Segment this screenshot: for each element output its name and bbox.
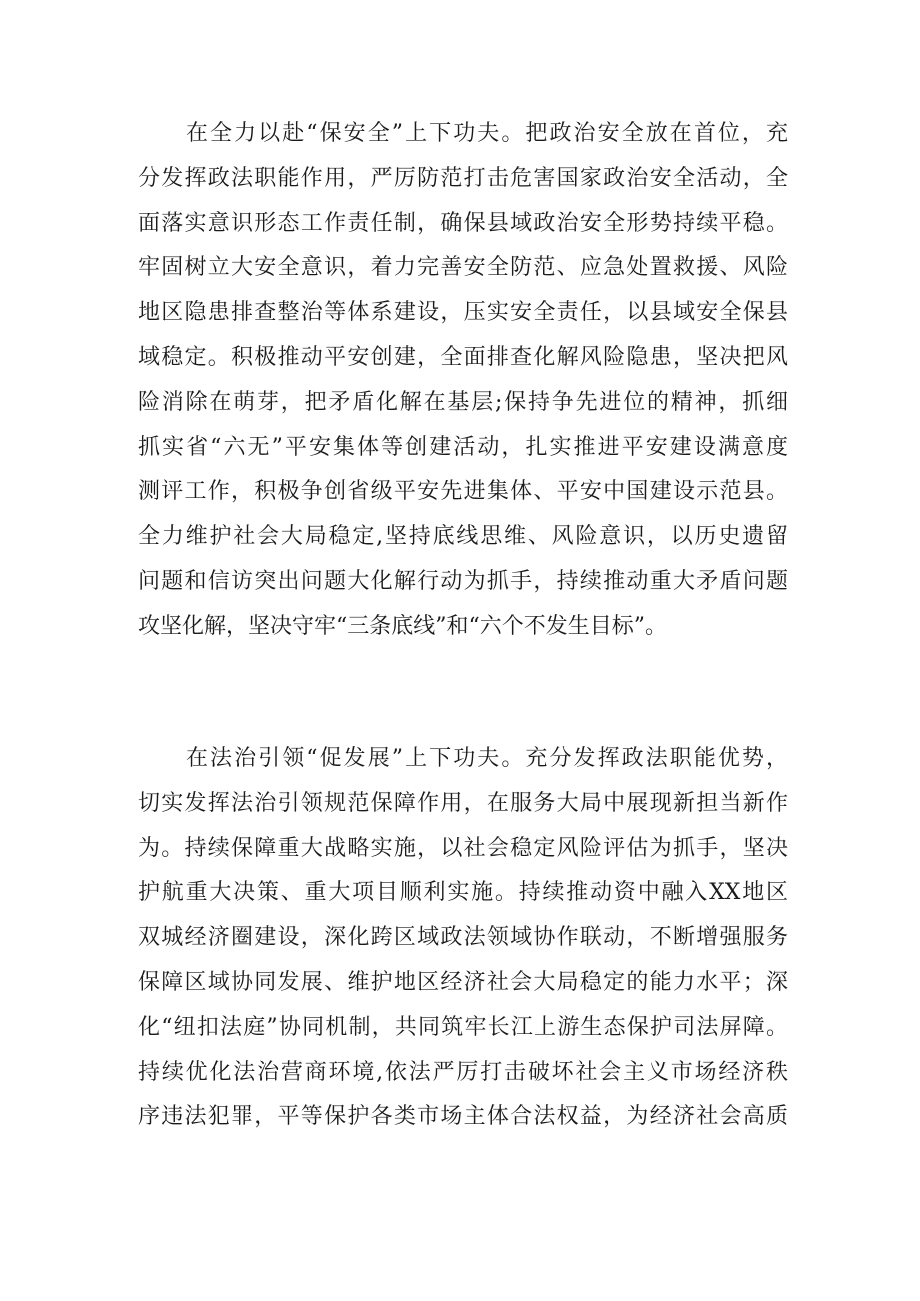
paragraph-line: 险消除在萌芽，把矛盾化解在基层;保持争先进位的精神，抓细 [138, 389, 788, 415]
paragraph-line: 分发挥政法职能作用，严厉防范打击危害国家政治安全活动，全 [138, 165, 788, 191]
paragraph-line: 序违法犯罪，平等保护各类市场主体合法权益，为经济社会高质 [138, 1104, 788, 1130]
paragraph-line: 攻坚化解，坚决守牢“三条底线”和“六个不发生目标”。 [138, 613, 667, 639]
paragraph-line: 面落实意识形态工作责任制，确保县域政治安全形势持续平稳。 [138, 210, 788, 236]
paragraph-line: 牢固树立大安全意识，着力完善安全防范、应急处置救援、风险 [138, 255, 788, 281]
paragraph-line: 测评工作，积极争创省级平安先进集体、平安中国建设示范县。 [138, 479, 788, 505]
paragraph-line: 持续优化法治营商环境,依法严厉打击破坏社会主义市场经济秩 [138, 1059, 788, 1085]
paragraph-line: 保障区域协同发展、维护地区经济社会大局稳定的能力水平；深 [138, 969, 788, 995]
paragraph-line: 问题和信访突出问题大化解行动为抓手，持续推动重大矛盾问题 [138, 568, 788, 594]
paragraph-line: 切实发挥法治引领规范保障作用，在服务大局中展现新担当新作 [138, 790, 788, 816]
paragraph-line: 化“纽扣法庭”协同机制，共同筑牢长江上游生态保护司法屏障。 [138, 1014, 788, 1040]
paragraph-line: 在全力以赴“保安全”上下功夫。把政治安全放在首位，充 [186, 121, 788, 146]
paragraph-line: 护航重大决策、重大项目顺利实施。持续推动资中融入XX地区 [138, 880, 788, 906]
paragraph-line: 地区隐患排查整治等体系建设，压实安全责任，以县域安全保县 [138, 300, 788, 326]
paragraph-line: 为。持续保障重大战略实施，以社会稳定风险评估为抓手，坚决 [138, 835, 788, 861]
paragraph-development [138, 737, 788, 1140]
paragraph-line: 在法治引领“促发展”上下功夫。充分发挥政法职能优势， [186, 746, 788, 771]
paragraph-line: 域稳定。积极推动平安创建，全面排查化解风险隐患，坚决把风 [138, 344, 788, 370]
paragraph-line: 抓实省“六无”平安集体等创建活动，扎实推进平安建设满意度 [138, 434, 788, 460]
paragraph-line: 双城经济圈建设，深化跨区域政法领域协作联动，不断增强服务 [138, 925, 788, 951]
paragraph-safety [138, 112, 788, 650]
paragraph-line: 全力维护社会大局稳定,坚持底线思维、风险意识，以历史遗留 [138, 524, 788, 550]
